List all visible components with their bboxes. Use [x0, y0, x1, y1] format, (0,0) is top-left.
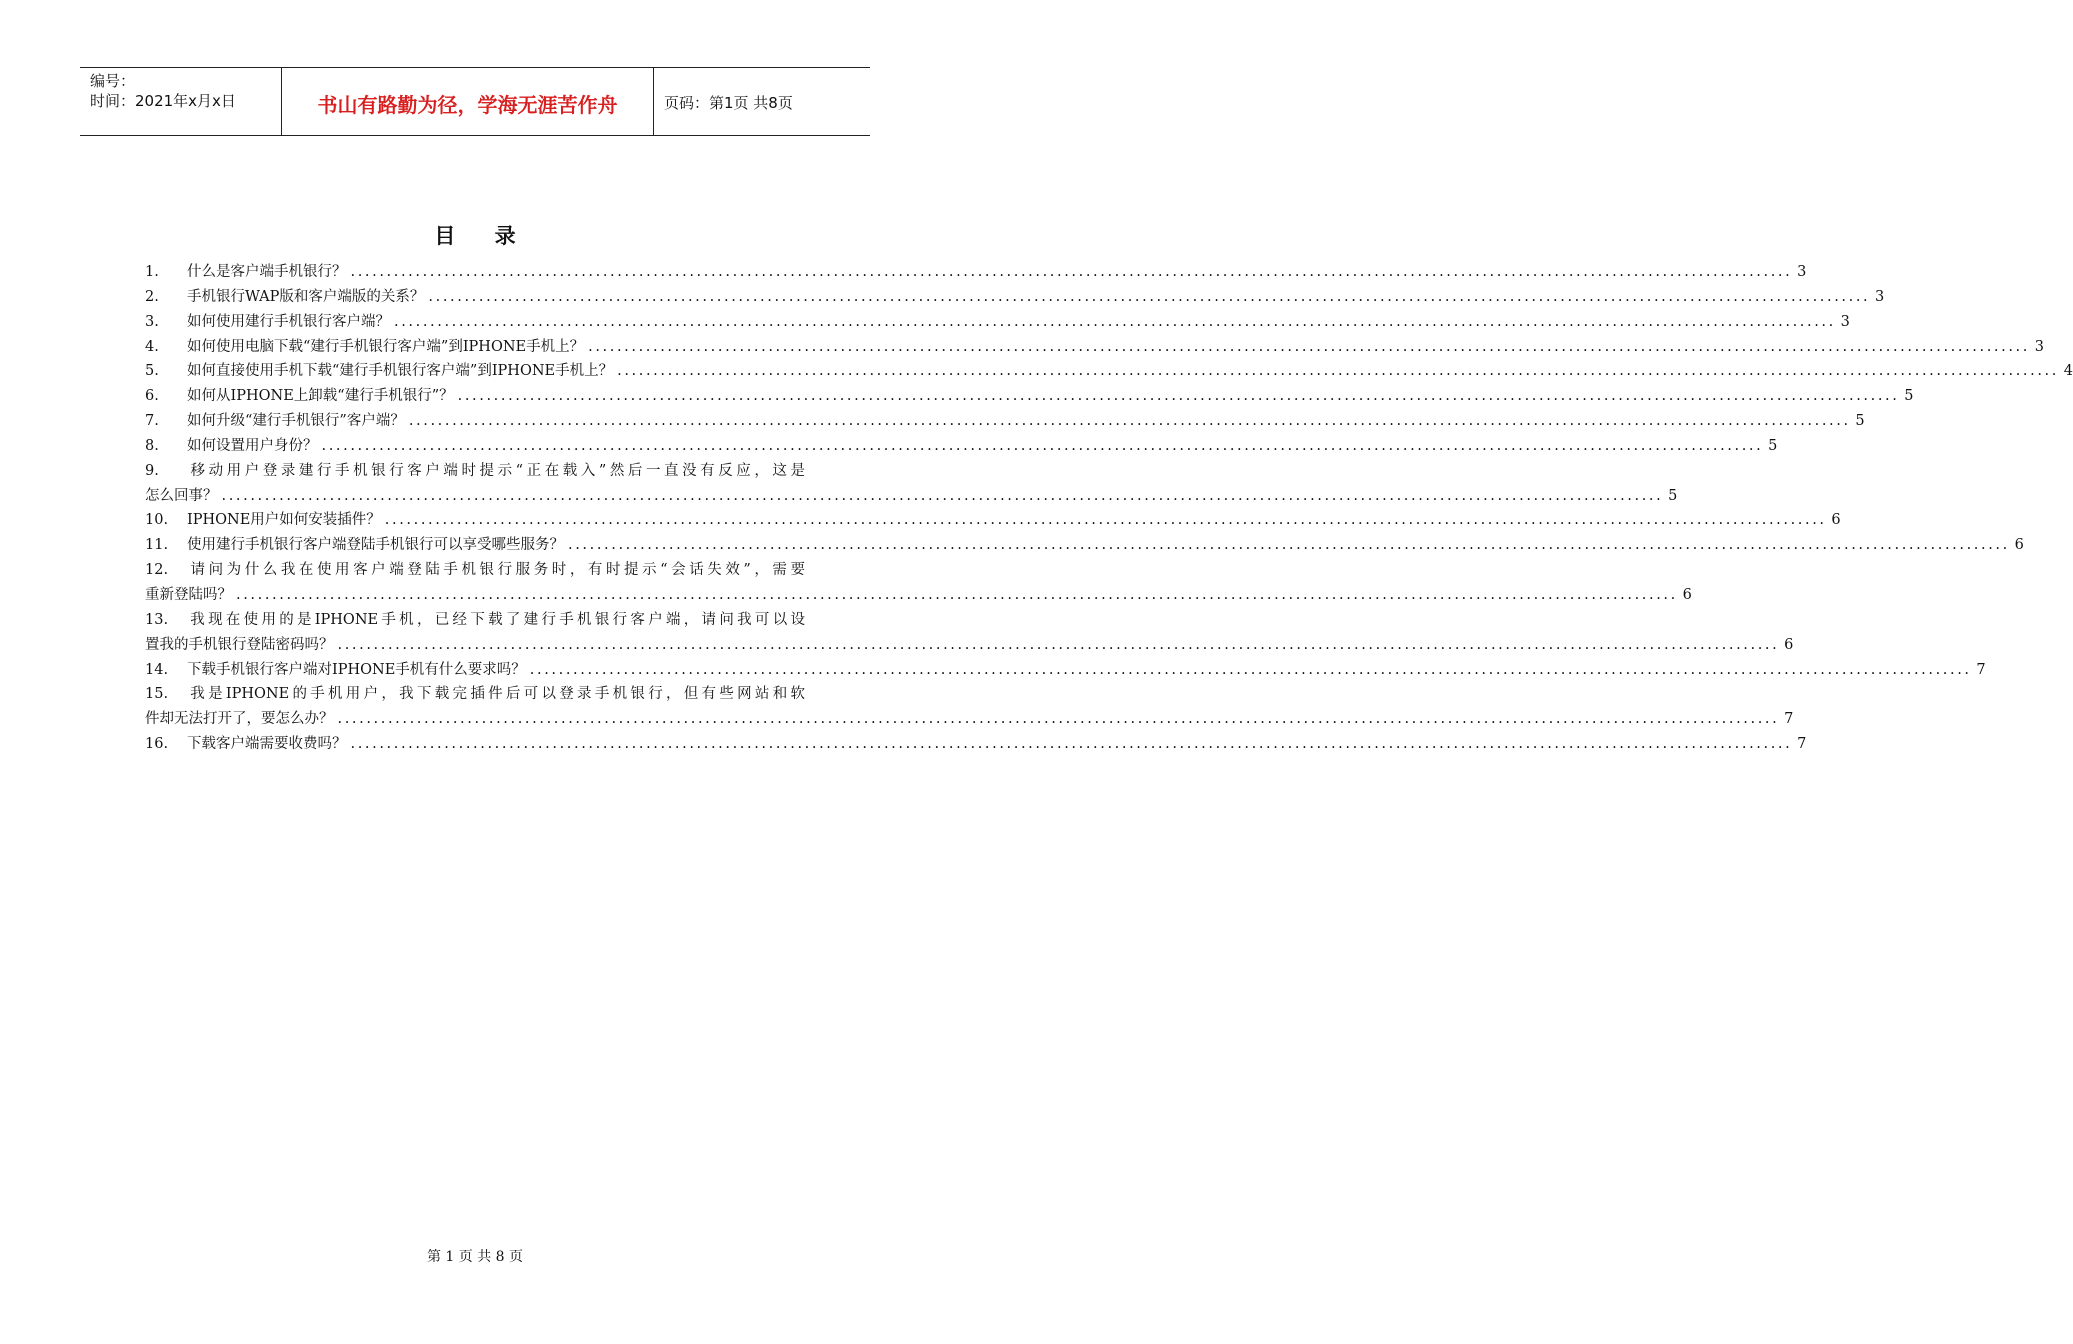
toc-entry-number: 2.	[145, 288, 159, 305]
toc-entry[interactable]	[145, 658, 1986, 683]
toc-entry-number: 16.	[145, 736, 169, 753]
toc-entry-text: 如何设置用户身份？	[187, 437, 318, 454]
toc-entry-number: 15.	[145, 686, 169, 703]
toc-entry-text: 我现在使用的是IPHONE手机，已经下载了建行手机银行客户端，请问我可以设	[187, 611, 805, 628]
toc-page-number: 3	[1797, 264, 1807, 280]
toc-dot-leader: ........................................................................................................................................................................................................	[337, 636, 1780, 653]
header-table	[80, 67, 870, 136]
toc-entry-number: 7.	[145, 413, 159, 430]
time-label: 时间：2021年x月x日	[90, 92, 236, 110]
toc-entry-number: 10.	[145, 512, 169, 529]
toc-dot-leader: ........................................................................................................................................................................................................	[529, 661, 1972, 678]
toc-entry-number: 3.	[145, 313, 159, 330]
toc-page-number: 6	[1831, 512, 1841, 529]
toc-entry-text: 使用建行手机银行客户端登陆手机银行可以享受哪些服务？	[187, 537, 564, 554]
toc-entry-text: 手机银行WAP版和客户端版的关系？	[187, 288, 425, 305]
toc-entry[interactable]	[145, 434, 1778, 459]
toc-page-number: 3	[1875, 288, 1885, 305]
toc-dot-leader: ........................................................................................................................................................................................................	[617, 363, 2059, 380]
toc-entry-line1[interactable]	[145, 558, 805, 583]
toc-entry-text: 下载客户端需要收费吗？	[187, 736, 347, 753]
toc-entry-line2[interactable]	[145, 633, 1794, 658]
toc-dot-leader: ........................................................................................................................................................................................................	[428, 288, 1871, 305]
toc-entry[interactable]	[145, 310, 1850, 335]
toc-dot-leader: ........................................................................................................................................................................................................	[350, 264, 1793, 280]
toc-dot-leader: ........................................................................................................................................................................................................	[321, 437, 1764, 454]
table-of-contents	[145, 260, 2073, 757]
toc-dot-leader: ........................................................................................................................................................................................................	[221, 487, 1664, 504]
toc-page-number: 6	[1784, 636, 1794, 653]
toc-entry-number: 9.	[145, 462, 159, 479]
toc-entry-text: 我是IPHONE的手机用户，我下载完插件后可以登录手机银行，但有些网站和软	[187, 686, 805, 703]
toc-dot-leader: ........................................................................................................................................................................................................	[384, 512, 1827, 529]
header-page-cell	[654, 68, 870, 135]
toc-entry-number: 4.	[145, 338, 159, 355]
toc-title: 目 录	[434, 224, 532, 248]
toc-dot-leader: ........................................................................................................................................................................................................	[350, 736, 1793, 753]
toc-entry-number: 5.	[145, 363, 159, 380]
toc-entry-text: 下载手机银行客户端对IPHONE手机有什么要求吗？	[187, 661, 526, 678]
toc-entry-text: 如何使用电脑下载“建行手机银行客户端”到IPHONE手机上？	[187, 338, 585, 355]
toc-entry[interactable]	[145, 335, 2044, 360]
page-label: 页码：第1页 共8页	[664, 94, 793, 112]
toc-entry-text: 请问为什么我在使用客户端登陆手机银行服务时，有时提示“会话失效”，需要	[187, 562, 805, 579]
toc-dot-leader: ........................................................................................................................................................................................................	[457, 388, 1900, 405]
toc-entry-text: 如何从IPHONE上卸载“建行手机银行”？	[187, 388, 454, 405]
toc-entry[interactable]	[145, 409, 1865, 434]
toc-entry[interactable]	[145, 285, 1885, 310]
toc-entry-text: 如何使用建行手机银行客户端？	[187, 313, 390, 330]
toc-entry-text: 如何升级“建行手机银行”客户端？	[187, 413, 405, 430]
toc-page-number: 4	[2063, 363, 2073, 380]
toc-page-number: 7	[1797, 736, 1807, 753]
toc-entry[interactable]	[145, 359, 2073, 384]
toc-entry-line2[interactable]	[145, 707, 1794, 732]
toc-entry-number: 14.	[145, 661, 169, 678]
toc-entry-text-continued: 怎么回事？	[145, 487, 218, 504]
toc-dot-leader: ........................................................................................................................................................................................................	[337, 711, 1780, 728]
toc-entry-number: 8.	[145, 437, 159, 454]
toc-entry[interactable]	[145, 508, 1841, 533]
toc-entry[interactable]	[145, 533, 2024, 558]
toc-page-number: 7	[1784, 711, 1794, 728]
toc-entry[interactable]	[145, 384, 1914, 409]
toc-page-number: 5	[1768, 437, 1778, 454]
toc-dot-leader: ........................................................................................................................................................................................................	[394, 313, 1836, 330]
toc-entry-text-continued: 件却无法打开了，要怎么办？	[145, 711, 334, 728]
toc-entry-line2[interactable]	[145, 583, 1692, 608]
motto-text: 书山有路勤为径，学海无涯苦作舟	[317, 93, 618, 117]
toc-entry[interactable]	[145, 732, 1807, 757]
toc-page-number: 3	[1840, 313, 1850, 330]
toc-page-number: 6	[2014, 537, 2024, 554]
number-label: 编号：	[90, 72, 136, 90]
toc-page-number: 5	[1855, 413, 1865, 430]
toc-entry-number: 6.	[145, 388, 159, 405]
toc-entry-line1[interactable]	[145, 459, 805, 484]
toc-dot-leader: ........................................................................................................................................................................................................	[236, 586, 1678, 603]
toc-entry-text-continued: 重新登陆吗？	[145, 586, 232, 603]
page-footer: 第 1 页 共 8 页	[426, 1249, 524, 1265]
toc-page-number: 5	[1904, 388, 1914, 405]
header-info-cell	[80, 68, 282, 135]
toc-entry-number: 11.	[145, 537, 169, 554]
toc-entry-text: 如何直接使用手机下载“建行手机银行客户端”到IPHONE手机上？	[187, 363, 614, 380]
toc-dot-leader: ........................................................................................................................................................................................................	[408, 413, 1851, 430]
toc-page-number: 3	[2034, 338, 2044, 355]
toc-page-number: 7	[1976, 661, 1986, 678]
header-motto-cell	[282, 68, 654, 135]
toc-dot-leader: ........................................................................................................................................................................................................	[568, 537, 2010, 554]
toc-entry[interactable]	[145, 260, 1807, 285]
toc-page-number: 6	[1682, 586, 1692, 603]
toc-entry-number: 13.	[145, 611, 169, 628]
toc-entry-text: 移动用户登录建行手机银行客户端时提示“正在载入”然后一直没有反应，这是	[187, 462, 805, 479]
toc-dot-leader: ........................................................................................................................................................................................................	[588, 338, 2030, 355]
toc-entry-text: IPHONE用户如何安装插件？	[187, 512, 381, 529]
toc-entry-number: 1.	[145, 264, 159, 280]
toc-entry-line2[interactable]	[145, 484, 1678, 509]
toc-entry-text-continued: 置我的手机银行登陆密码吗？	[145, 636, 334, 653]
toc-entry-line1[interactable]	[145, 608, 805, 633]
toc-entry-number: 12.	[145, 562, 169, 579]
toc-entry-line1[interactable]	[145, 682, 805, 707]
toc-page-number: 5	[1668, 487, 1678, 504]
toc-entry-text: 什么是客户端手机银行？	[187, 264, 347, 280]
